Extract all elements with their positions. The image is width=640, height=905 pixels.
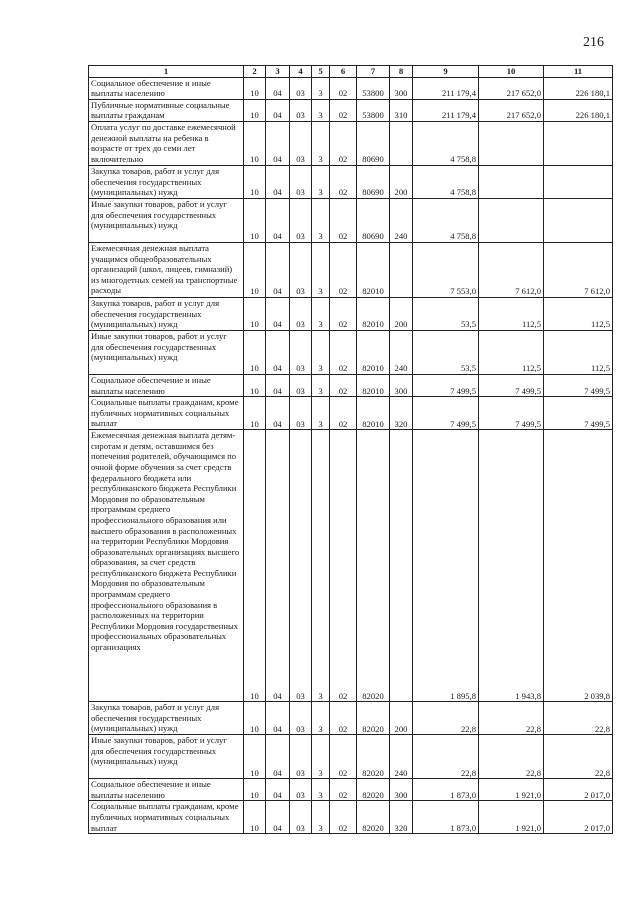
column-header: 1 xyxy=(89,66,244,78)
amount-year1-cell: 211 179,4 xyxy=(413,77,479,99)
event-cell: 02 xyxy=(330,430,357,702)
amount-year3-cell: 112,5 xyxy=(544,297,613,330)
section-cell: 10 xyxy=(244,397,266,430)
direction-cell: 82010 xyxy=(357,397,390,430)
amount-year3-cell: 7 499,5 xyxy=(544,397,613,430)
program-cell: 03 xyxy=(290,430,312,702)
section-cell: 10 xyxy=(244,198,266,242)
program-cell: 03 xyxy=(290,735,312,779)
program-cell: 03 xyxy=(290,198,312,242)
amount-year1-cell: 4 758,8 xyxy=(413,165,479,198)
subsection-cell: 04 xyxy=(266,430,290,702)
section-cell: 10 xyxy=(244,297,266,330)
amount-year3-cell: 226 180,1 xyxy=(544,99,613,121)
section-cell: 10 xyxy=(244,735,266,779)
column-header: 2 xyxy=(244,66,266,78)
expense-type-cell: 320 xyxy=(390,801,413,834)
section-cell: 10 xyxy=(244,779,266,801)
amount-year3-cell: 2 039,8 xyxy=(544,430,613,702)
direction-cell: 82010 xyxy=(357,242,390,297)
amount-year1-cell: 7 553,0 xyxy=(413,242,479,297)
row-name-cell: Закупка товаров, работ и услуг для обеспечения государственных (муниципальных) нужд xyxy=(89,297,244,330)
table-row xyxy=(89,430,613,702)
subsection-cell: 04 xyxy=(266,801,290,834)
amount-year1-cell: 7 499,5 xyxy=(413,374,479,396)
row-name-cell: Ежемесячная денежная выплата учащимся общеобразовательных организаций (школ, лицеев, гимназий) из многодетных семей на транспортные расходы xyxy=(89,242,244,297)
amount-year2-cell xyxy=(479,198,544,242)
table-row xyxy=(89,121,613,165)
amount-year3-cell xyxy=(544,198,613,242)
expense-type-cell: 300 xyxy=(390,374,413,396)
amount-year3-cell: 22,8 xyxy=(544,735,613,779)
direction-cell: 82020 xyxy=(357,779,390,801)
event-cell: 02 xyxy=(330,779,357,801)
row-name-cell: Публичные нормативные социальные выплаты гражданам xyxy=(89,99,244,121)
subsection-cell: 04 xyxy=(266,121,290,165)
amount-year2-cell: 1 921,0 xyxy=(479,779,544,801)
amount-year1-cell: 53,5 xyxy=(413,330,479,374)
table-row xyxy=(89,77,613,99)
event-cell: 02 xyxy=(330,374,357,396)
amount-year3-cell: 112,5 xyxy=(544,330,613,374)
section-cell: 10 xyxy=(244,801,266,834)
subsection-cell: 04 xyxy=(266,77,290,99)
expense-type-cell xyxy=(390,242,413,297)
event-cell: 02 xyxy=(330,297,357,330)
expense-type-cell xyxy=(390,430,413,702)
direction-cell: 53800 xyxy=(357,77,390,99)
event-cell: 02 xyxy=(330,165,357,198)
direction-cell: 82010 xyxy=(357,374,390,396)
direction-cell: 82020 xyxy=(357,801,390,834)
amount-year1-cell: 4 758,8 xyxy=(413,121,479,165)
section-cell: 10 xyxy=(244,99,266,121)
program-cell: 03 xyxy=(290,297,312,330)
direction-cell: 82020 xyxy=(357,702,390,735)
amount-year2-cell: 22,8 xyxy=(479,735,544,779)
subprogram-cell: 3 xyxy=(312,430,330,702)
table-header-row xyxy=(89,66,613,78)
amount-year2-cell: 112,5 xyxy=(479,297,544,330)
event-cell: 02 xyxy=(330,242,357,297)
row-name-cell: Ежемесячная денежная выплата детям-сиротам и детям, оставшимся без попечения родителей, обучающимся по очной форме обучения за счет средств федерального бюджета или республиканского бюджета Республики Мордовия по образовательным программам среднего профессионального образования или высшего образования в расположенных на территории Республики Мордовия образовательных организациях высшего образования, за счет средств республиканского бюджета Республики Мордовия по образовательным программам среднего профессионального образования в расположенных на территории Республики Мордовия государственных профессиональных образовательных организациях xyxy=(89,430,244,702)
column-header: 11 xyxy=(544,66,613,78)
section-cell: 10 xyxy=(244,165,266,198)
column-header: 4 xyxy=(290,66,312,78)
section-cell: 10 xyxy=(244,430,266,702)
subprogram-cell: 3 xyxy=(312,297,330,330)
amount-year1-cell: 1 873,0 xyxy=(413,801,479,834)
amount-year3-cell xyxy=(544,165,613,198)
expense-type-cell: 240 xyxy=(390,198,413,242)
column-header: 7 xyxy=(357,66,390,78)
program-cell: 03 xyxy=(290,242,312,297)
subsection-cell: 04 xyxy=(266,297,290,330)
table-row xyxy=(89,702,613,735)
column-header: 3 xyxy=(266,66,290,78)
amount-year2-cell: 1 921,0 xyxy=(479,801,544,834)
subsection-cell: 04 xyxy=(266,165,290,198)
amount-year2-cell: 217 652,0 xyxy=(479,77,544,99)
expense-type-cell: 300 xyxy=(390,77,413,99)
event-cell: 02 xyxy=(330,801,357,834)
section-cell: 10 xyxy=(244,121,266,165)
expense-type-cell: 200 xyxy=(390,702,413,735)
section-cell: 10 xyxy=(244,77,266,99)
program-cell: 03 xyxy=(290,702,312,735)
column-header: 8 xyxy=(390,66,413,78)
section-cell: 10 xyxy=(244,242,266,297)
expense-type-cell: 200 xyxy=(390,165,413,198)
column-header: 6 xyxy=(330,66,357,78)
amount-year3-cell: 22,8 xyxy=(544,702,613,735)
direction-cell: 82010 xyxy=(357,297,390,330)
subprogram-cell: 3 xyxy=(312,374,330,396)
expense-type-cell: 300 xyxy=(390,779,413,801)
expense-type-cell: 320 xyxy=(390,397,413,430)
subprogram-cell: 3 xyxy=(312,198,330,242)
table-row xyxy=(89,779,613,801)
subsection-cell: 04 xyxy=(266,735,290,779)
subsection-cell: 04 xyxy=(266,397,290,430)
subprogram-cell: 3 xyxy=(312,121,330,165)
table-row xyxy=(89,297,613,330)
program-cell: 03 xyxy=(290,330,312,374)
program-cell: 03 xyxy=(290,397,312,430)
program-cell: 03 xyxy=(290,801,312,834)
amount-year3-cell xyxy=(544,121,613,165)
subsection-cell: 04 xyxy=(266,330,290,374)
amount-year1-cell: 1 873,0 xyxy=(413,779,479,801)
event-cell: 02 xyxy=(330,198,357,242)
amount-year1-cell: 211 179,4 xyxy=(413,99,479,121)
row-name-cell: Иные закупки товаров, работ и услуг для обеспечения государственных (муниципальных) нужд xyxy=(89,198,244,242)
column-header: 10 xyxy=(479,66,544,78)
subprogram-cell: 3 xyxy=(312,801,330,834)
amount-year3-cell: 2 017,0 xyxy=(544,779,613,801)
expense-type-cell: 310 xyxy=(390,99,413,121)
subprogram-cell: 3 xyxy=(312,397,330,430)
column-header: 5 xyxy=(312,66,330,78)
subprogram-cell: 3 xyxy=(312,242,330,297)
program-cell: 03 xyxy=(290,121,312,165)
row-name-cell: Социальное обеспечение и иные выплаты населению xyxy=(89,77,244,99)
amount-year3-cell: 7 499,5 xyxy=(544,374,613,396)
expense-type-cell: 240 xyxy=(390,330,413,374)
event-cell: 02 xyxy=(330,330,357,374)
event-cell: 02 xyxy=(330,121,357,165)
amount-year2-cell: 7 499,5 xyxy=(479,374,544,396)
event-cell: 02 xyxy=(330,397,357,430)
amount-year3-cell: 2 017,0 xyxy=(544,801,613,834)
amount-year1-cell: 7 499,5 xyxy=(413,397,479,430)
subprogram-cell: 3 xyxy=(312,330,330,374)
program-cell: 03 xyxy=(290,374,312,396)
subprogram-cell: 3 xyxy=(312,779,330,801)
subprogram-cell: 3 xyxy=(312,165,330,198)
table-row xyxy=(89,735,613,779)
expense-type-cell xyxy=(390,121,413,165)
event-cell: 02 xyxy=(330,702,357,735)
direction-cell: 80690 xyxy=(357,165,390,198)
subsection-cell: 04 xyxy=(266,242,290,297)
budget-table xyxy=(88,65,613,834)
amount-year2-cell xyxy=(479,121,544,165)
row-name-cell: Оплата услуг по доставке ежемесячной денежной выплаты на ребенка в возрасте от трех до семи лет включительно xyxy=(89,121,244,165)
direction-cell: 80690 xyxy=(357,198,390,242)
expense-type-cell: 240 xyxy=(390,735,413,779)
amount-year1-cell: 1 895,8 xyxy=(413,430,479,702)
table-row xyxy=(89,242,613,297)
event-cell: 02 xyxy=(330,735,357,779)
event-cell: 02 xyxy=(330,77,357,99)
direction-cell: 82020 xyxy=(357,735,390,779)
amount-year2-cell: 7 612,0 xyxy=(479,242,544,297)
amount-year2-cell: 22,8 xyxy=(479,702,544,735)
program-cell: 03 xyxy=(290,77,312,99)
row-name-cell: Социальное обеспечение и иные выплаты населению xyxy=(89,374,244,396)
amount-year1-cell: 22,8 xyxy=(413,735,479,779)
table-row xyxy=(89,165,613,198)
amount-year2-cell: 1 943,8 xyxy=(479,430,544,702)
direction-cell: 82010 xyxy=(357,330,390,374)
amount-year1-cell: 53,5 xyxy=(413,297,479,330)
table-row xyxy=(89,198,613,242)
section-cell: 10 xyxy=(244,330,266,374)
row-name-cell: Иные закупки товаров, работ и услуг для обеспечения государственных (муниципальных) нужд xyxy=(89,330,244,374)
row-name-cell: Социальные выплаты гражданам, кроме публичных нормативных социальных выплат xyxy=(89,801,244,834)
column-header: 9 xyxy=(413,66,479,78)
table-body xyxy=(89,77,613,834)
direction-cell: 82020 xyxy=(357,430,390,702)
section-cell: 10 xyxy=(244,374,266,396)
subsection-cell: 04 xyxy=(266,374,290,396)
amount-year3-cell: 226 180,1 xyxy=(544,77,613,99)
amount-year3-cell: 7 612,0 xyxy=(544,242,613,297)
row-name-cell: Социальные выплаты гражданам, кроме публичных нормативных социальных выплат xyxy=(89,397,244,430)
amount-year1-cell: 22,8 xyxy=(413,702,479,735)
program-cell: 03 xyxy=(290,99,312,121)
row-name-cell: Закупка товаров, работ и услуг для обеспечения государственных (муниципальных) нужд xyxy=(89,702,244,735)
table-row xyxy=(89,330,613,374)
table-row xyxy=(89,397,613,430)
row-name-cell: Иные закупки товаров, работ и услуг для обеспечения государственных (муниципальных) нужд xyxy=(89,735,244,779)
table-row xyxy=(89,801,613,834)
amount-year2-cell: 7 499,5 xyxy=(479,397,544,430)
amount-year2-cell: 112,5 xyxy=(479,330,544,374)
subsection-cell: 04 xyxy=(266,779,290,801)
direction-cell: 53800 xyxy=(357,99,390,121)
subprogram-cell: 3 xyxy=(312,735,330,779)
event-cell: 02 xyxy=(330,99,357,121)
subsection-cell: 04 xyxy=(266,702,290,735)
direction-cell: 80690 xyxy=(357,121,390,165)
table-row xyxy=(89,99,613,121)
subprogram-cell: 3 xyxy=(312,77,330,99)
program-cell: 03 xyxy=(290,165,312,198)
subsection-cell: 04 xyxy=(266,99,290,121)
amount-year1-cell: 4 758,8 xyxy=(413,198,479,242)
page-number: 216 xyxy=(583,35,604,50)
row-name-cell: Закупка товаров, работ и услуг для обеспечения государственных (муниципальных) нужд xyxy=(89,165,244,198)
subprogram-cell: 3 xyxy=(312,702,330,735)
section-cell: 10 xyxy=(244,702,266,735)
subprogram-cell: 3 xyxy=(312,99,330,121)
subsection-cell: 04 xyxy=(266,198,290,242)
program-cell: 03 xyxy=(290,779,312,801)
amount-year2-cell: 217 652,0 xyxy=(479,99,544,121)
table-row xyxy=(89,374,613,396)
row-name-cell: Социальное обеспечение и иные выплаты населению xyxy=(89,779,244,801)
expense-type-cell: 200 xyxy=(390,297,413,330)
amount-year2-cell xyxy=(479,165,544,198)
